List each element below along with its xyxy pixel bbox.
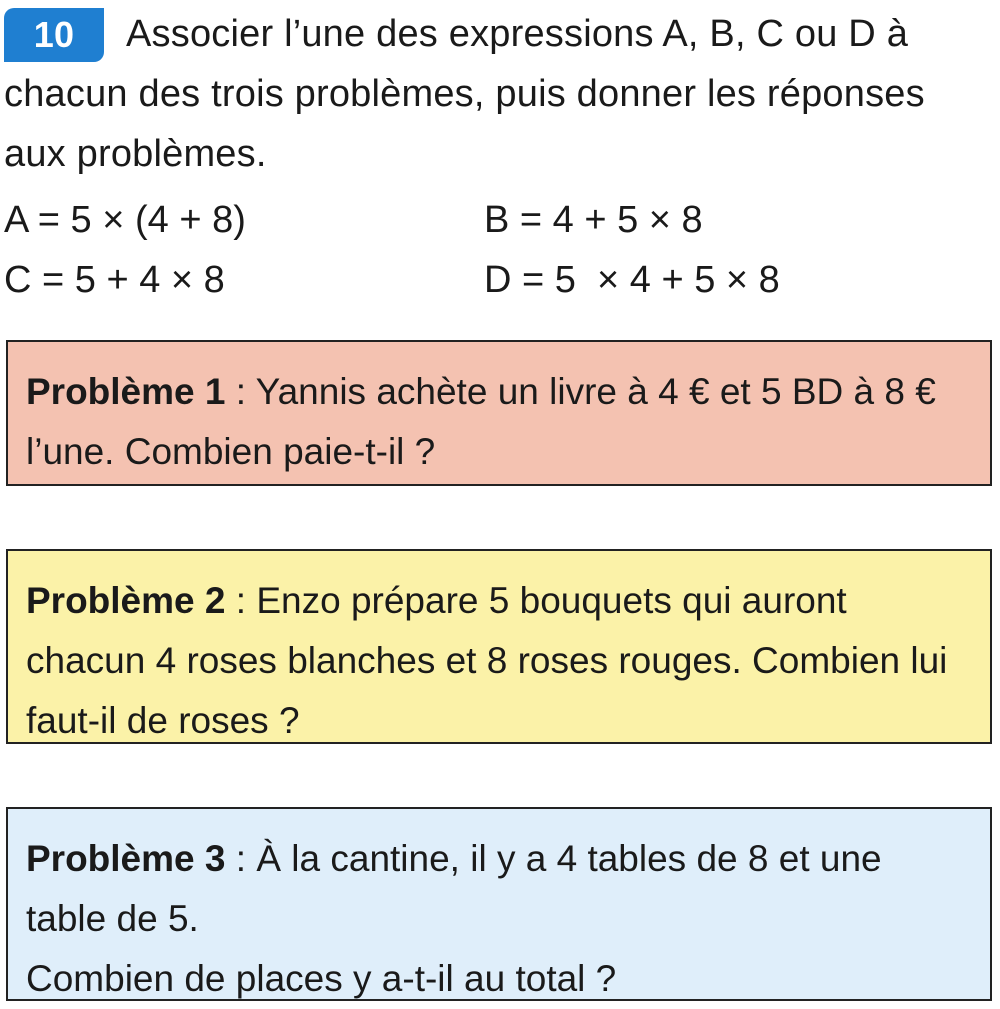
expression-a: A = 5 × (4 + 8)	[4, 199, 246, 241]
expression-d: D = 5 × 4 + 5 × 8	[484, 259, 780, 301]
problem-1-separator: :	[225, 371, 256, 412]
problem-3-separator: :	[225, 838, 257, 879]
problem-1-box	[6, 340, 992, 486]
expressions-list	[4, 190, 964, 310]
expression-c: C = 5 + 4 × 8	[4, 259, 225, 301]
expressions-row-2	[4, 250, 964, 310]
problem-1-text: Yannis achète un livre à 4 € et 5 BD à 8 € l’une. Combien paie-t-il ?	[26, 371, 936, 472]
problem-3-box	[6, 807, 992, 1001]
expression-b: B = 4 + 5 × 8	[484, 199, 703, 241]
exercise-instruction: Associer l’une des expressions A, B, C ou D à chacun des trois problèmes, puis donner les réponses aux problèmes.	[4, 13, 925, 175]
problem-3-title: Problème 3	[26, 838, 226, 879]
problem-2-separator: :	[225, 580, 257, 621]
problem-2-text: Enzo prépare 5 bouquets qui auront chacun 4 roses blanches et 8 roses rouges. Combien lui faut-il de roses ?	[26, 580, 948, 741]
problem-3-line-1	[26, 829, 972, 949]
exercise-statement	[4, 4, 996, 184]
problem-1-title: Problème 1	[26, 371, 226, 412]
problem-2-title: Problème 2	[26, 580, 226, 621]
problem-3-text-1: À la cantine, il y a 4 tables de 8 et une table de 5.	[26, 838, 882, 939]
problem-3-text-2: Combien de places y a-t-il au total ?	[26, 958, 617, 999]
problem-2-box	[6, 549, 992, 744]
expressions-row-1	[4, 190, 964, 250]
exercise-header	[4, 4, 996, 184]
exercise-number-badge: 10	[4, 8, 104, 62]
